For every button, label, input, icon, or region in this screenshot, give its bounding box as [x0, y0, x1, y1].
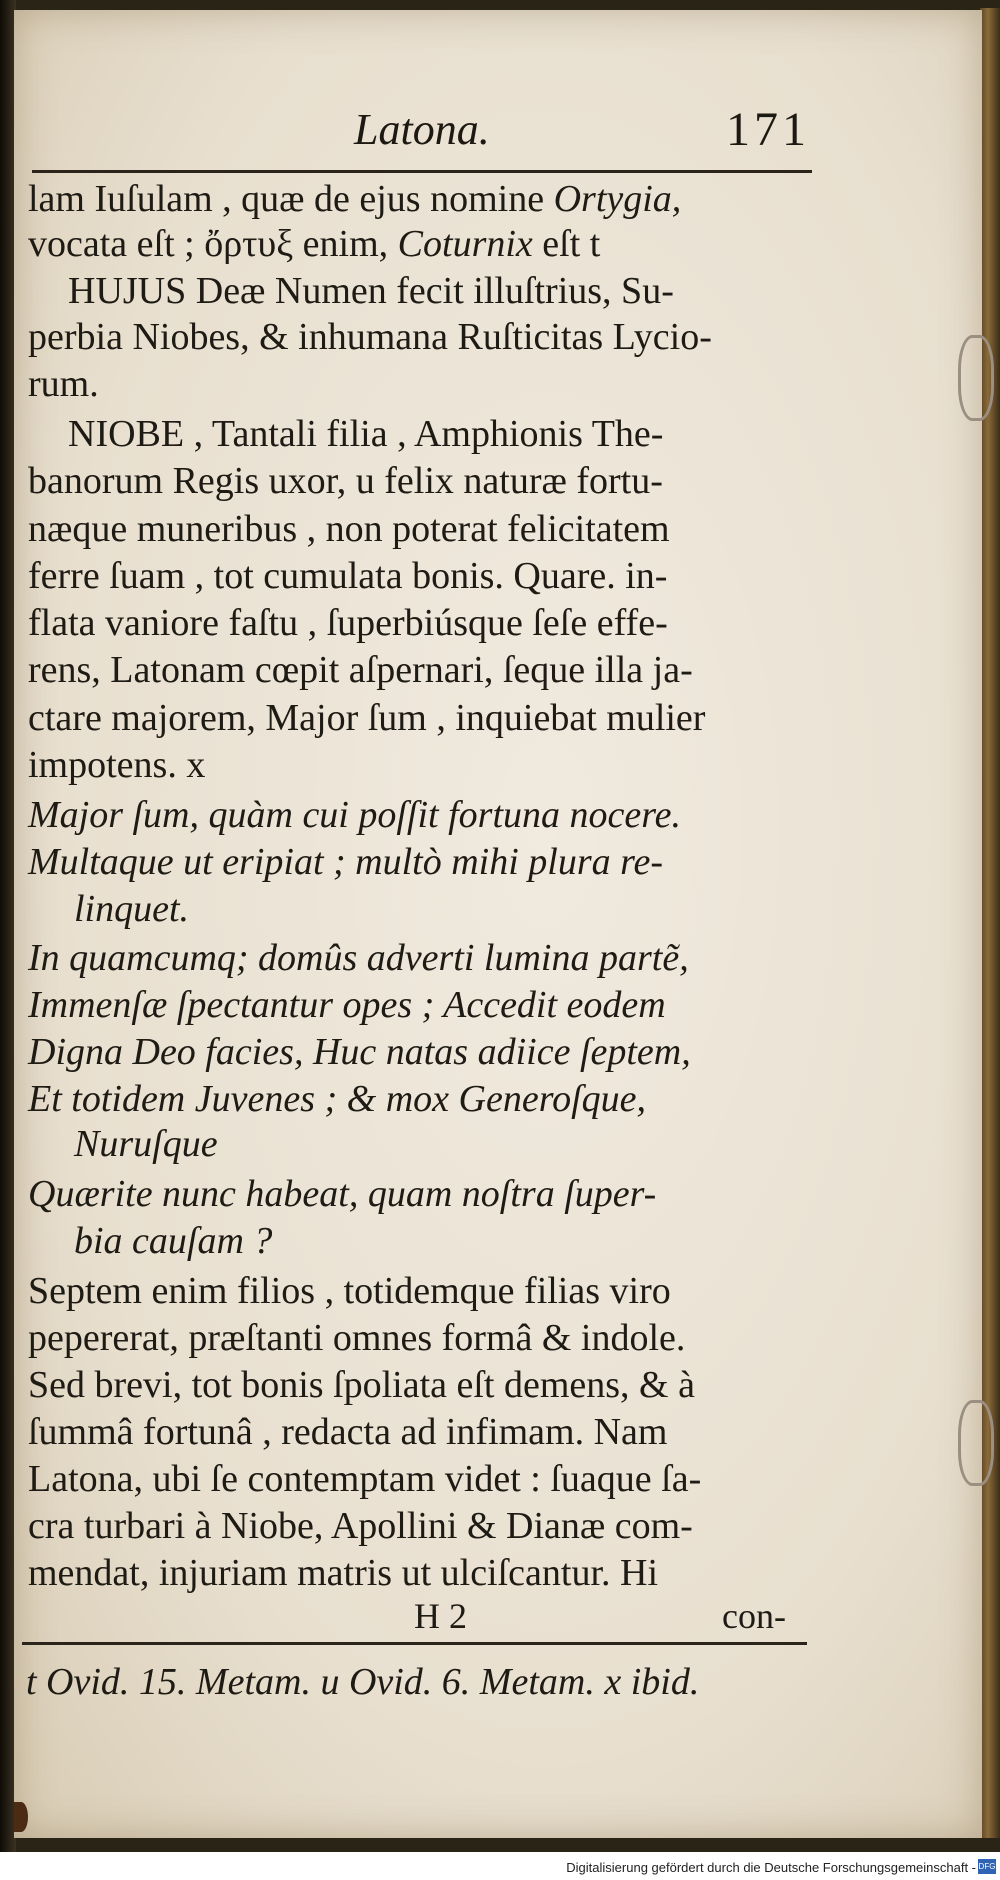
text-line: [28, 225, 828, 263]
text-line: rum.: [28, 363, 99, 405]
header-rule: [32, 170, 812, 173]
page-number: 171: [726, 103, 810, 156]
text-line: Sed brevi, tot bonis ſpoliata eſt demens, & à: [28, 1364, 695, 1406]
book-edge: [980, 8, 1000, 1838]
verse-line: Multaque ut eripiat ; multò mihi plura re-: [28, 841, 664, 883]
text-line: ſummâ fortunâ , redacta ad infimam. Nam: [28, 1411, 668, 1453]
page-fold-mark: [958, 335, 994, 421]
text-line: HUJUS Deæ Numen fecit illuſtrius, Su-: [68, 270, 674, 312]
text-line: ctare majorem, Major ſum , inquiebat mulier: [28, 697, 706, 739]
text-fragment: eſt t: [532, 223, 601, 265]
italic-word: Ortygia,: [553, 178, 682, 220]
text-line: perbia Niobes, & inhumana Ruſticitas Lycio-: [28, 316, 712, 358]
footnote-rule: [22, 1642, 807, 1645]
digitization-credit: Digitalisierung gefördert durch die Deutsche Forschungsgemeinschaft -: [566, 1860, 976, 1875]
text-fragment: lam Iuſulam , quæ de ejus nomine: [28, 178, 554, 220]
verse-line: Quærite nunc habeat, quam noſtra ſuper-: [28, 1173, 657, 1215]
text-line: Septem enim filios , totidemque filias viro: [28, 1270, 671, 1312]
catchword: con-: [722, 1596, 786, 1636]
signature-mark: H 2: [414, 1596, 467, 1636]
verse-line: Major ſum, quàm cui poſſit fortuna nocere.: [28, 794, 681, 836]
text-line: impotens. x: [28, 744, 206, 786]
verse-line: Nuruſque: [74, 1123, 218, 1165]
verse-line: Digna Deo facies, Huc natas adiice ſeptem,: [28, 1031, 691, 1073]
text-line: flata vaniore faſtu , ſuperbiúsque ſeſe effe-: [28, 602, 668, 644]
text-line: pepererat, præſtanti omnes formâ & indole.: [28, 1317, 686, 1359]
page-fold-mark: [958, 1400, 994, 1486]
italic-word: Coturnix: [397, 223, 533, 265]
book-page: [14, 10, 982, 1838]
text-line: [28, 180, 828, 218]
text-fragment: vocata eſt ; ὄρτυξ enim,: [28, 223, 398, 265]
verse-line: Et totidem Juvenes ; & mox Generoſque,: [28, 1078, 647, 1120]
running-title: Latona.: [354, 105, 490, 154]
verse-line: bia cauſam ?: [74, 1220, 273, 1262]
text-line: Latona, ubi ſe contemptam videt : ſuaque ſa-: [28, 1458, 702, 1500]
verse-line: In quamcumq; domûs adverti lumina partẽ,: [28, 937, 689, 979]
text-line: rens, Latonam cœpit aſpernari, ſeque illa ja-: [28, 649, 693, 691]
text-line: ferre ſuam , tot cumulata bonis. Quare. in-: [28, 555, 668, 597]
verse-line: linquet.: [74, 888, 190, 930]
text-line: mendat, injuriam matris ut ulciſcantur. Hi: [28, 1552, 659, 1594]
ink-stain: [14, 1802, 28, 1832]
text-line: cra turbari à Niobe, Apollini & Dianæ com-: [28, 1505, 693, 1547]
text-line: banorum Regis uxor, u felix naturæ fortu-: [28, 460, 663, 502]
text-line: næque muneribus , non poterat felicitatem: [28, 508, 670, 550]
dfg-logo: DFG: [978, 1859, 996, 1874]
text-line: NIOBE , Tantali filia , Amphionis The-: [68, 413, 664, 455]
footnote: t Ovid. 15. Metam. u Ovid. 6. Metam. x ibid.: [26, 1661, 700, 1703]
verse-line: Immenſæ ſpectantur opes ; Accedit eodem: [28, 984, 666, 1026]
